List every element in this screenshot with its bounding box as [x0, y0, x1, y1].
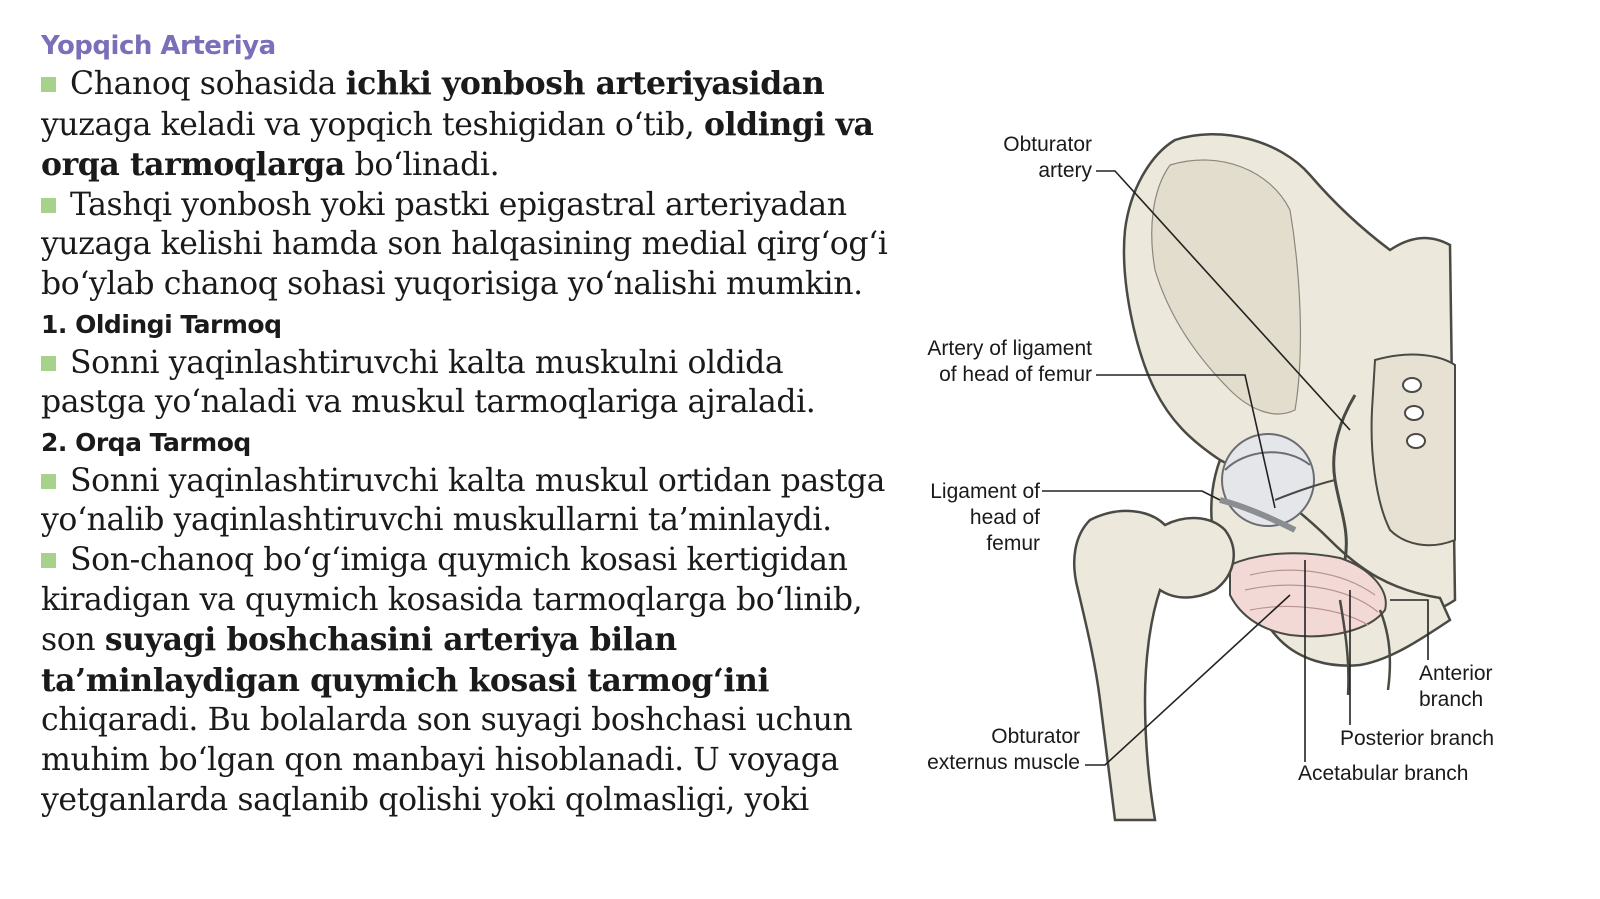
paragraph-variant-origin — [41, 186, 891, 305]
bold-run: suyagi boshchasini arteriya bilan ta’minlaydigan quymich kosasi tarmog‘ini — [41, 621, 770, 699]
bullet-square-icon — [41, 356, 56, 371]
subheading-posterior-branch: 2. Orqa Tarmoq — [41, 427, 251, 457]
bullet-square-icon — [41, 77, 56, 92]
bold-run: ichki yonbosh arteriyasidan — [345, 65, 825, 102]
sacral-foramen — [1403, 378, 1421, 392]
slide-text-column — [41, 28, 891, 899]
label-anterior-branch: Anterior branch — [1419, 662, 1493, 711]
text-run: Sonni yaqinlashtiruvchi kalta muskulni oldida pastga yo‘naladi va muskul tarmoqlariga ajraladi. — [41, 344, 816, 421]
paragraph-anterior-branch — [41, 344, 891, 423]
label-posterior-branch: Posterior branch — [1340, 727, 1495, 750]
slide-title: Yopqich Arteriya — [41, 31, 276, 61]
text-run: Sonni yaqinlashtiruvchi kalta muskul ortidan pastga yo‘nalib yaqinlashtiruvchi muskullarni ta’minlaydi. — [41, 462, 885, 539]
bullet-square-icon — [41, 553, 56, 568]
femur-bone — [1074, 511, 1234, 820]
bullet-square-icon — [41, 198, 56, 213]
anatomy-figure — [920, 120, 1600, 840]
sacral-foramen — [1405, 406, 1423, 420]
text-run: yuzaga keladi va yopqich teshigidan o‘tib, — [41, 106, 704, 143]
bullet-square-icon — [41, 474, 56, 489]
text-run: chiqaradi. Bu bolalarda son suyagi boshchasi uchun muhim bo‘lgan qon manbayi hisoblanadi. U voyaga yetganlarda saqlanib qolishi yoki qolmasligi, yoki — [41, 702, 853, 818]
text-run: Chanoq sohasida — [70, 66, 346, 102]
text-run: Tashqi yonbosh yoki pastki epigastral arteriyadan yuzaga kelishi hamda son halqasining medial qirg‘og‘i bo‘ylab chanoq sohasi yuqorisiga yo‘nalishi mumkin. — [41, 186, 888, 302]
label-acetabular-branch: Acetabular branch — [1298, 762, 1469, 785]
label-obturator-artery: Obturator artery — [1003, 133, 1092, 182]
label-ligament-of-head: Ligament of head of femur — [930, 480, 1040, 555]
paragraph-posterior-branch — [41, 462, 891, 541]
text-run: Son-chanoq bo‘g‘imiga quymich kosasi kertigidan kiradigan va quymich kosasida tarmoqlarga bo‘linib, son — [41, 541, 863, 659]
label-artery-of-ligament: Artery of ligament of head of femur — [927, 337, 1092, 386]
label-obturator-externus: Obturator externus muscle — [927, 725, 1080, 774]
paragraph-origin — [41, 64, 891, 186]
bold-run: oldingi va orqa tarmoqlarga — [41, 105, 874, 184]
paragraph-acetabular-branch — [41, 541, 891, 820]
sacral-foramen — [1407, 434, 1425, 448]
subheading-anterior-branch: 1. Oldingi Tarmoq — [41, 309, 282, 339]
text-run: bo‘linadi. — [344, 147, 500, 184]
